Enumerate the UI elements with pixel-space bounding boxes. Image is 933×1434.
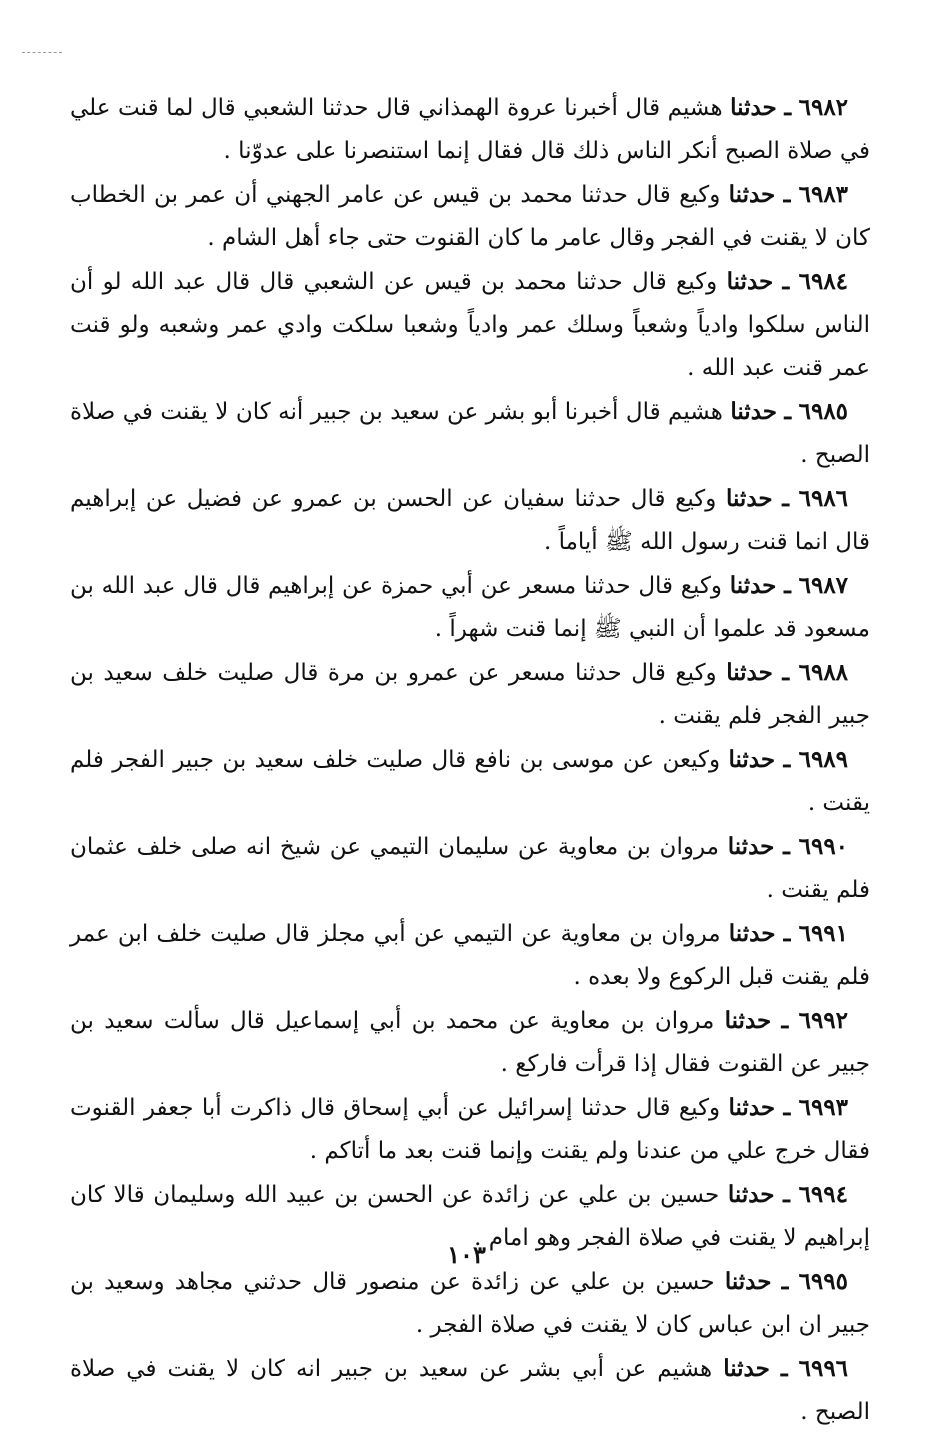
hadith-number: ٦٩٩٠ <box>798 833 849 860</box>
hadith-lead: حدثنا <box>725 485 773 512</box>
hadith-number: ٦٩٨٩ <box>798 746 849 773</box>
hadith-entry: ٦٩٩٢ ـ حدثنا مروان بن معاوية عن محمد بن أبي إسماعيل قال سألت سعيد بن جبير عن القنوت فقال إذا قرأت فاركع . <box>70 1007 870 1077</box>
hadith-entry: ٦٩٩٤ ـ حدثنا حسين بن علي عن زائدة عن الحسن بن عبيد الله وسليمان قالا كان إبراهيم لا يقنت في صلاة الفجر وهو امام . <box>70 1181 870 1251</box>
hadith-entry: ٦٩٩٣ ـ حدثنا وكيع قال حدثنا إسرائيل عن أبي إسحاق قال ذاكرت أبا جعفر القنوت فقال خرج علي من عندنا ولم يقنت وإنما قنت بعد ما أتاكم . <box>70 1094 870 1164</box>
hadith-lead: حدثنا <box>728 1094 776 1121</box>
hadith-number: ٦٩٩٣ <box>798 1094 849 1121</box>
hadith-number: ٦٩٨٧ <box>798 572 849 599</box>
hadith-number: ٦٩٨٦ <box>798 485 849 512</box>
hadith-entry: ٦٩٨٩ ـ حدثنا وكيعن عن موسى بن نافع قال صليت خلف سعيد بن جبير الفجر فلم يقنت . <box>70 746 870 816</box>
hadith-text-block <box>70 86 870 1434</box>
hadith-text: وكيع قال حدثنا محمد بن قيس عن عامر الجهني أن عمر بن الخطاب كان لا يقنت في الفجر وقال عامر ما كان القنوت حتى جاء أهل الشام . <box>70 182 870 251</box>
hadith-lead: حدثنا <box>723 1355 770 1382</box>
hadith-lead: حدثنا <box>728 920 776 947</box>
hadith-number: ٦٩٩١ <box>798 920 849 947</box>
hadith-entry: ٦٩٩٠ ـ حدثنا مروان بن معاوية عن سليمان التيمي عن شيخ انه صلى خلف عثمان فلم يقنت . <box>70 833 870 903</box>
hadith-number: ٦٩٨٣ <box>798 181 849 208</box>
hadith-number: ٦٩٩٥ <box>798 1268 848 1295</box>
hadith-lead: حدثنا <box>727 833 775 860</box>
hadith-text: وكيع قال حدثنا محمد بن قيس عن الشعبي قال قال عبد الله لو أن الناس سلكوا وادياً وشعباً وسلك عمر وادياً وشعبا سلكت وادي عمر وشعبه ولو قنت عمر قنت عبد الله . <box>70 269 870 381</box>
hadith-text: وكيع قال حدثنا إسرائيل عن أبي إسحاق قال ذاكرت أبا جعفر القنوت فقال خرج علي من عندنا ولم يقنت وإنما قنت بعد ما أتاكم . <box>70 1095 870 1164</box>
hadith-number: ٦٩٩٤ <box>798 1181 848 1208</box>
hadith-lead: حدثنا <box>730 94 777 121</box>
scan-mark <box>22 52 62 55</box>
hadith-lead: حدثنا <box>724 1007 772 1034</box>
hadith-text: حسين بن علي عن زائدة عن منصور قال حدثني مجاهد وسعيد بن جبير ان ابن عباس كان لا يقنت في صلاة الفجر . <box>70 1269 870 1338</box>
hadith-entry: ٦٩٨٣ ـ حدثنا وكيع قال حدثنا محمد بن قيس عن عامر الجهني أن عمر بن الخطاب كان لا يقنت في الفجر وقال عامر ما كان القنوت حتى جاء أهل الشام . <box>70 181 870 251</box>
hadith-number: ٦٩٨٨ <box>798 659 849 686</box>
hadith-text: مروان بن معاوية عن محمد بن أبي إسماعيل قال سألت سعيد بن جبير عن القنوت فقال إذا قرأت فاركع . <box>70 1008 870 1077</box>
hadith-number: ٦٩٩٢ <box>798 1007 849 1034</box>
hadith-lead: حدثنا <box>728 746 776 773</box>
hadith-text: وكيعن عن موسى بن نافع قال صليت خلف سعيد بن جبير الفجر فلم يقنت . <box>70 747 870 816</box>
hadith-text: وكيع قال حدثنا مسعر عن عمرو بن مرة قال صليت خلف سعيد بن جبير الفجر فلم يقنت . <box>70 660 870 729</box>
hadith-number: ٦٩٨٥ <box>798 398 849 425</box>
hadith-number: ٦٩٨٤ <box>798 268 849 295</box>
hadith-text: هشيم عن أبي بشر عن سعيد بن جبير انه كان لا يقنت في صلاة الصبح . <box>70 1356 870 1425</box>
hadith-text: وكيع قال حدثنا مسعر عن أبي حمزة عن إبراهيم قال قال عبد الله بن مسعود قد علموا أن النبي ﷺ إنما قنت شهراً . <box>70 573 870 642</box>
hadith-text: وكيع قال حدثنا سفيان عن الحسن بن عمرو عن فضيل عن إبراهيم قال انما قنت رسول الله ﷺ أياماً . <box>70 486 870 555</box>
hadith-entry: ٦٩٨٧ ـ حدثنا وكيع قال حدثنا مسعر عن أبي حمزة عن إبراهيم قال قال عبد الله بن مسعود قد علموا أن النبي ﷺ إنما قنت شهراً . <box>70 572 870 642</box>
page-number: ١٠٣ <box>447 1240 486 1269</box>
hadith-text: هشيم قال أخبرنا أبو بشر عن سعيد بن جبير أنه كان لا يقنت في صلاة الصبح . <box>70 399 870 468</box>
hadith-entry: ٦٩٨٥ ـ حدثنا هشيم قال أخبرنا أبو بشر عن سعيد بن جبير أنه كان لا يقنت في صلاة الصبح . <box>70 398 870 468</box>
hadith-lead: حدثنا <box>729 572 777 599</box>
hadith-number: ٦٩٨٢ <box>798 94 849 121</box>
hadith-lead: حدثنا <box>727 1181 775 1208</box>
hadith-lead: حدثنا <box>728 181 776 208</box>
hadith-entry: ٦٩٨٤ ـ حدثنا وكيع قال حدثنا محمد بن قيس عن الشعبي قال قال عبد الله لو أن الناس سلكوا وادياً وشعباً وسلك عمر وادياً وشعبا سلكت وادي عمر وشعبه ولو قنت عمر قنت عبد الله . <box>70 268 870 381</box>
hadith-lead: حدثنا <box>724 1268 772 1295</box>
hadith-entry: ٦٩٨٨ ـ حدثنا وكيع قال حدثنا مسعر عن عمرو بن مرة قال صليت خلف سعيد بن جبير الفجر فلم يقنت . <box>70 659 870 729</box>
hadith-entry: ٦٩٨٢ ـ حدثنا هشيم قال أخبرنا عروة الهمذاني قال حدثنا الشعبي قال لما قنت علي في صلاة الصبح أنكر الناس ذلك قال فقال إنما استنصرنا على عدوّنا . <box>70 94 870 164</box>
hadith-text: مروان بن معاوية عن سليمان التيمي عن شيخ انه صلى خلف عثمان فلم يقنت . <box>70 834 870 903</box>
hadith-text: حسين بن علي عن زائدة عن الحسن بن عبيد الله وسليمان قالا كان إبراهيم لا يقنت في صلاة الفجر وهو امام . <box>70 1182 870 1251</box>
hadith-entry: ٦٩٩١ ـ حدثنا مروان بن معاوية عن التيمي عن أبي مجلز قال صليت خلف ابن عمر فلم يقنت قبل الركوع ولا بعده . <box>70 920 870 990</box>
hadith-text: مروان بن معاوية عن التيمي عن أبي مجلز قال صليت خلف ابن عمر فلم يقنت قبل الركوع ولا بعده . <box>70 921 870 990</box>
hadith-lead: حدثنا <box>726 268 774 295</box>
hadith-text: هشيم قال أخبرنا عروة الهمذاني قال حدثنا الشعبي قال لما قنت علي في صلاة الصبح أنكر الناس ذلك قال فقال إنما استنصرنا على عدوّنا . <box>70 95 870 164</box>
hadith-entry: ٦٩٩٦ ـ حدثنا هشيم عن أبي بشر عن سعيد بن جبير انه كان لا يقنت في صلاة الصبح . <box>70 1355 870 1425</box>
hadith-entry: ٦٩٩٥ ـ حدثنا حسين بن علي عن زائدة عن منصور قال حدثني مجاهد وسعيد بن جبير ان ابن عباس كان لا يقنت في صلاة الفجر . <box>70 1268 870 1338</box>
hadith-entry: ٦٩٨٦ ـ حدثنا وكيع قال حدثنا سفيان عن الحسن بن عمرو عن فضيل عن إبراهيم قال انما قنت رسول الله ﷺ أياماً . <box>70 485 870 555</box>
hadith-lead: حدثنا <box>726 659 773 686</box>
hadith-number: ٦٩٩٦ <box>798 1355 849 1382</box>
hadith-lead: حدثنا <box>730 398 777 425</box>
